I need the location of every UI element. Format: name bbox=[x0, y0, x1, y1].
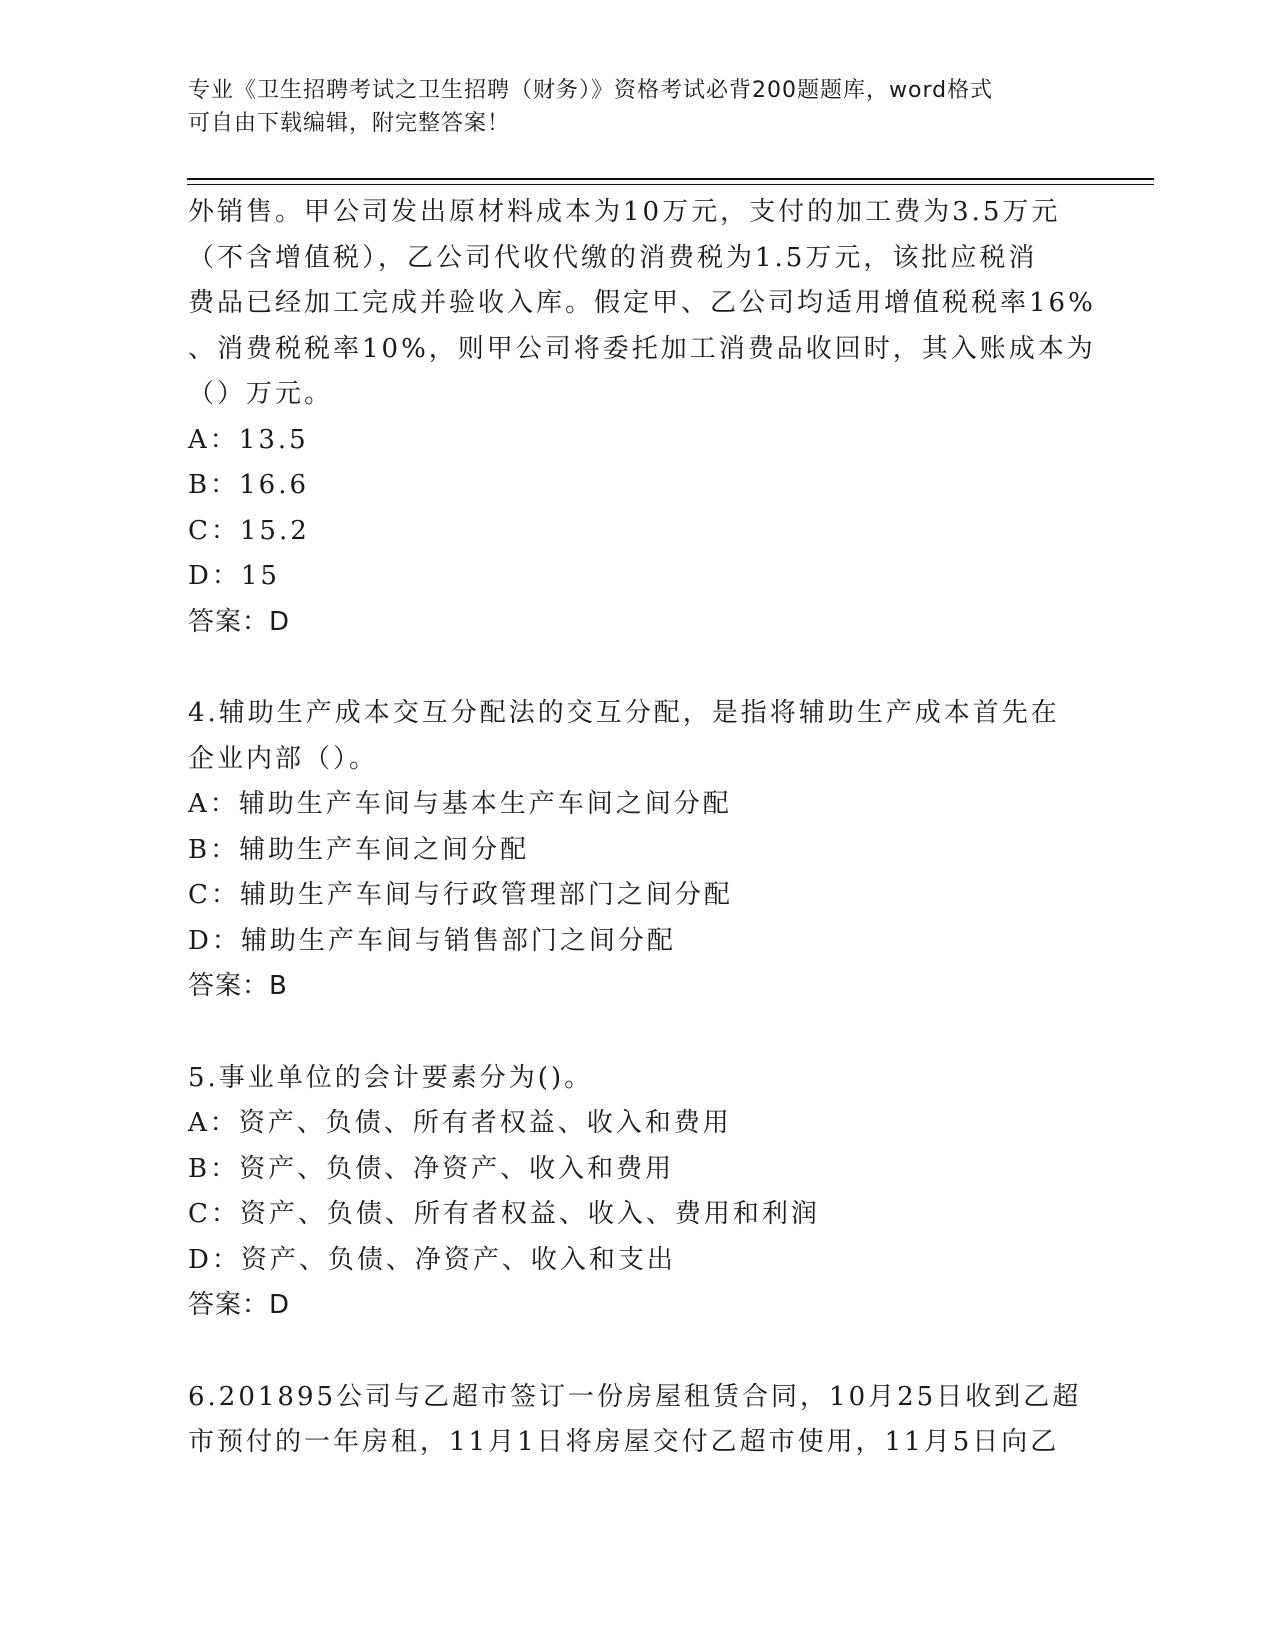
question-6-block bbox=[188, 1375, 1088, 1466]
question-spacer bbox=[188, 645, 1088, 691]
question-6-stem-line: 市预付的一年房租，11月1日将房屋交付乙超市使用，11月5日向乙 bbox=[188, 1427, 1060, 1457]
question-3-stem-line: （）万元。 bbox=[188, 379, 334, 409]
question-4-option-c: C：辅助生产车间与行政管理部门之间分配 bbox=[188, 880, 733, 910]
header-divider-thin bbox=[187, 184, 1154, 185]
question-3-stem-line: 费品已经加工完成并验收入库。假定甲、乙公司均适用增值税税率16% bbox=[188, 288, 1096, 318]
question-spacer bbox=[188, 1010, 1088, 1056]
question-4-option-b: B：辅助生产车间之间分配 bbox=[188, 834, 530, 865]
question-3-option-d: D：15 bbox=[188, 561, 280, 591]
question-4-stem-line: 企业内部（）。 bbox=[188, 743, 379, 774]
document-header bbox=[188, 74, 1088, 140]
document-body bbox=[188, 190, 1096, 1466]
question-5-answer: 答案：D bbox=[188, 1290, 291, 1320]
question-6-stem-line: 6.201895公司与乙超市签订一份房屋租赁合同，10月25日收到乙超 bbox=[188, 1381, 1082, 1412]
question-3-stem-line: 、消费税税率10%，则甲公司将委托加工消费品收回时，其入账成本为 bbox=[188, 333, 1096, 364]
question-3-option-a: A：13.5 bbox=[188, 424, 309, 455]
question-4-option-d: D：辅助生产车间与销售部门之间分配 bbox=[188, 925, 676, 956]
question-4-stem-line: 4.辅助生产成本交互分配法的交互分配，是指将辅助生产成本首先在 bbox=[188, 698, 1060, 728]
header-line-1: 专业《卫生招聘考试之卫生招聘（财务）》资格考试必背200题题库，word格式 bbox=[188, 78, 994, 103]
question-5-stem-line: 5.事业单位的会计要素分为()。 bbox=[188, 1062, 594, 1093]
question-5-option-c: C：资产、负债、所有者权益、收入、费用和利润 bbox=[188, 1199, 820, 1229]
question-4-answer: 答案：B bbox=[188, 971, 288, 1001]
question-4-option-a: A：辅助生产车间与基本生产车间之间分配 bbox=[188, 789, 732, 819]
question-5-option-b: B：资产、负债、净资产、收入和费用 bbox=[188, 1153, 675, 1184]
question-5-option-d: D：资产、负债、净资产、收入和支出 bbox=[188, 1244, 676, 1275]
question-5-option-a: A：资产、负债、所有者权益、收入和费用 bbox=[188, 1108, 732, 1138]
header-divider-thick bbox=[187, 178, 1154, 180]
question-3-stem-line: 外销售。甲公司发出原材料成本为10万元，支付的加工费为3.5万元 bbox=[188, 197, 1061, 227]
question-4-block bbox=[188, 691, 1088, 1010]
question-3-answer: 答案：D bbox=[188, 606, 291, 637]
question-3-option-b: B：16.6 bbox=[188, 470, 309, 500]
question-3-block bbox=[188, 190, 1096, 645]
question-spacer bbox=[188, 1329, 1088, 1375]
question-3-stem-line: （不含增值税），乙公司代收代缴的消费税为1.5万元，该批应税消 bbox=[188, 242, 1038, 273]
question-3-option-c: C：15.2 bbox=[188, 515, 310, 546]
question-5-block bbox=[188, 1056, 1088, 1329]
header-line-2: 可自由下载编辑，附完整答案！ bbox=[188, 111, 511, 136]
